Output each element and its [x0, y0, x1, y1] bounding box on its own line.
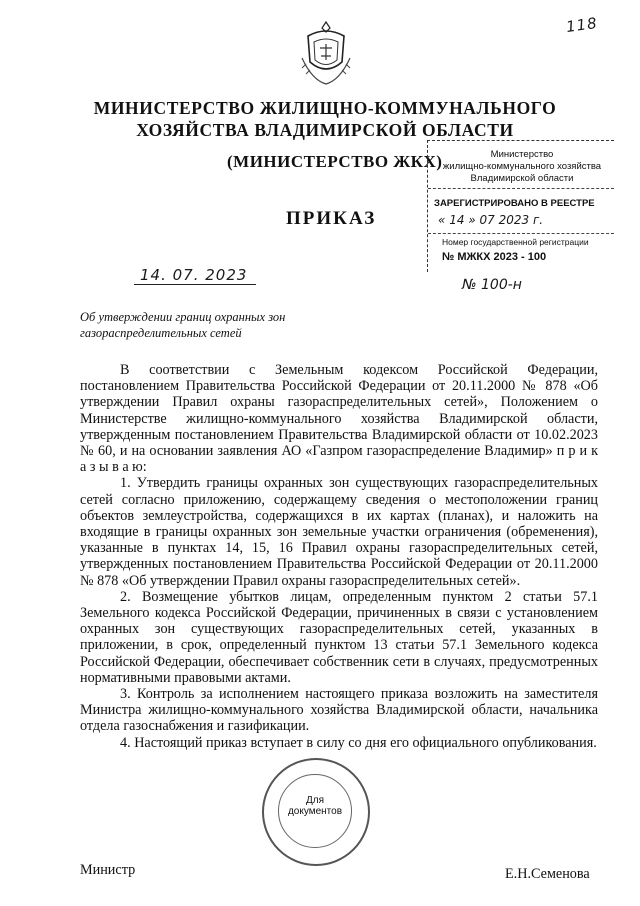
- round-seal: [262, 758, 370, 866]
- body-paragraph-4: 4. Настоящий приказ вступает в силу со дня его официального опубликования.: [120, 734, 597, 751]
- stamp-org-line3: Владимирской области: [470, 173, 574, 184]
- stamp-divider: [428, 188, 614, 189]
- body-paragraph-2: 2. Возмещение убытков лицам, определенным пунктом 2 статьи 57.1 Земельного кодекса Российской Федерации, причиненных в связи с установлением охранных зон существующих газораспределительных сетей, указанных в приложении, в срок, определенный пунктом 13 статьи 57.1 Земельного кодекса Российской Федерации, обеспечивает собственник сети в случаях, предусмотренных нормативными правовыми актами.: [80, 588, 598, 686]
- order-date: 14. 07. 2023: [140, 266, 248, 284]
- seal-text-line1: Для: [305, 795, 325, 806]
- coat-of-arms-emblem: [296, 18, 356, 88]
- signer-position: Министр: [80, 862, 136, 878]
- stamp-registration-number: № МЖКХ 2023 - 100: [442, 251, 547, 263]
- body-paragraph-3: 3. Контроль за исполнением настоящего приказа возложить на заместителя Министра жилищно-коммунального хозяйства Владимирской области, начальника отдела газоснабжения и газификации.: [80, 686, 598, 735]
- ministry-abbreviation: (МИНИСТЕРСТВО ЖКХ): [227, 152, 443, 171]
- order-body: [80, 362, 598, 751]
- stamp-org-line2: жилищно-коммунального хозяйства: [442, 161, 602, 172]
- order-subject: [80, 309, 370, 341]
- page-number-mark: 118: [564, 13, 599, 37]
- seal-center: [278, 774, 352, 848]
- subject-line1: Об утверждении границ охранных зон: [80, 310, 286, 324]
- stamp-registration-date: « 14 » 07 2023 г.: [438, 213, 544, 227]
- stamp-number-label: Номер государственной регистрации: [442, 237, 589, 247]
- stamp-divider: [428, 233, 614, 234]
- stamp-registered-label: ЗАРЕГИСТРИРОВАНО В РЕЕСТРЕ: [434, 198, 595, 209]
- date-underline: [134, 284, 256, 285]
- ministry-name-line2: ХОЗЯЙСТВА ВЛАДИМИРСКОЙ ОБЛАСТИ: [136, 120, 514, 140]
- document-title: ПРИКАЗ: [286, 208, 377, 229]
- signer-name: Е.Н.Семенова: [505, 866, 590, 882]
- ministry-name-line1: МИНИСТЕРСТВО ЖИЛИЩНО-КОММУНАЛЬНОГО: [93, 98, 557, 118]
- registration-stamp: [427, 140, 614, 272]
- body-paragraph-1: 1. Утвердить границы охранных зон существующих газораспределительных сетей согласно приложению, содержащему сведения о местоположении границ объектов землеустройства, содержащихся в их картах (планах), и наложить на входящие в границы охранных зон земельные участки ограничения (обременения), указанные в пунктах 14, 15, 16 Правил охраны газораспределительных сетей, утвержденных постановлением Правительства Российской Федерации от 20.11.2000 № 878 «Об утверждении Правил охраны газораспределительных сетей».: [80, 475, 598, 589]
- order-number: № 100-н: [462, 277, 522, 293]
- body-intro: В соответствии с Земельным кодексом Российской Федерации, постановлением Правительства Российской Федерации от 20.11.2000 № 878 «Об утверждении Правил охраны газораспределительных сетей», Положением о Министерстве жилищно-коммунального хозяйства Владимирской области, утвержденным постановлением Правительства Владимирской области от 10.02.2023 № 60, и на основании заявления АО «Газпром газораспределение Владимир» п р и к а з ы в а ю:: [80, 362, 598, 476]
- stamp-org-line1: Министерство: [490, 149, 554, 160]
- seal-text-line2: документов: [287, 806, 343, 817]
- subject-line2: газораспределительных сетей: [80, 326, 242, 340]
